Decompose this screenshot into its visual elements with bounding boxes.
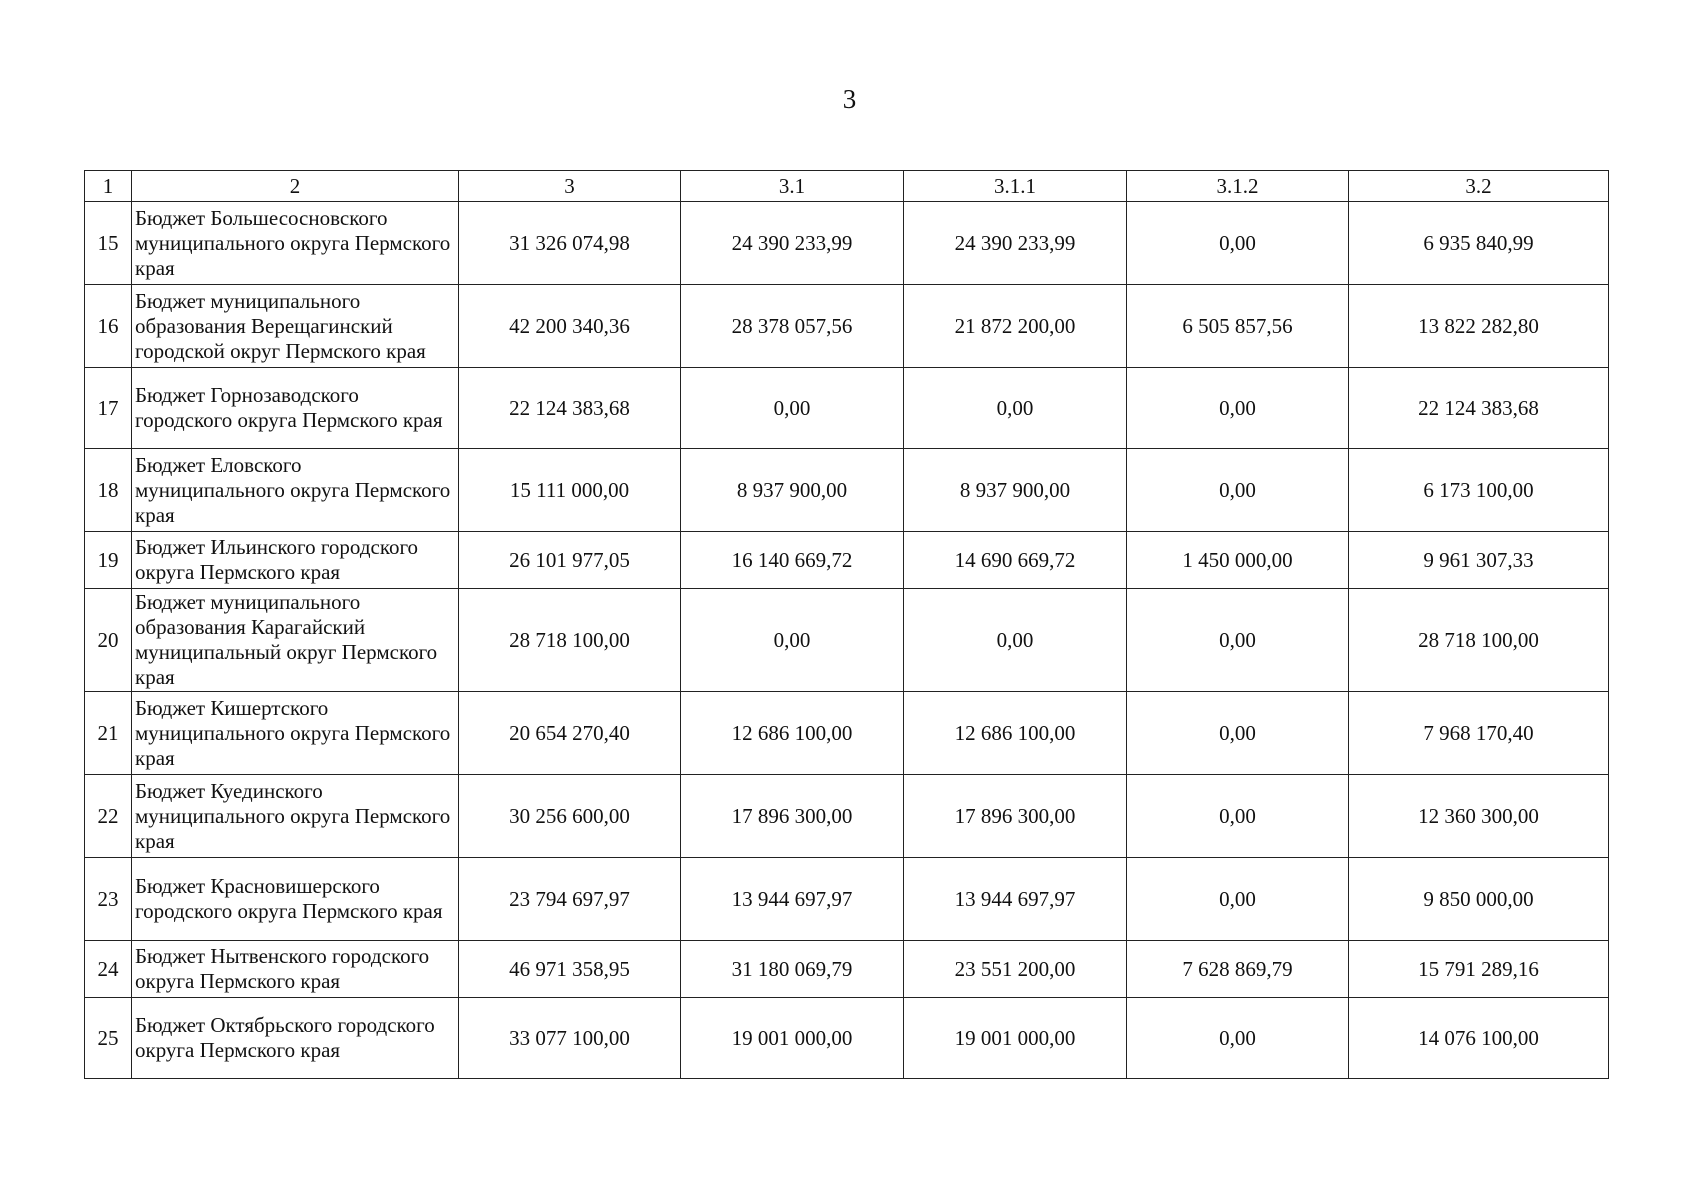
row-number: 18 (85, 449, 132, 532)
table-row (85, 858, 1609, 941)
cell-col-3-1-1: 0,00 (904, 368, 1127, 449)
row-number: 24 (85, 941, 132, 998)
cell-col-3-1-1: 19 001 000,00 (904, 998, 1127, 1079)
table-row (85, 449, 1609, 532)
cell-col-3-1: 19 001 000,00 (681, 998, 904, 1079)
cell-col-3-2: 15 791 289,16 (1349, 941, 1609, 998)
column-header: 2 (132, 171, 459, 202)
cell-col-3: 33 077 100,00 (459, 998, 681, 1079)
column-header: 3.2 (1349, 171, 1609, 202)
row-number: 25 (85, 998, 132, 1079)
column-header: 3.1.1 (904, 171, 1127, 202)
budget-name: Бюджет Еловского муниципального округа Пермского края (132, 449, 459, 532)
cell-col-3-1-2: 0,00 (1127, 449, 1349, 532)
cell-col-3-1-2: 1 450 000,00 (1127, 532, 1349, 589)
cell-col-3-1-1: 13 944 697,97 (904, 858, 1127, 941)
column-header: 1 (85, 171, 132, 202)
budget-name: Бюджет Большесосновского муниципального округа Пермского края (132, 202, 459, 285)
budget-name: Бюджет Нытвенского городского округа Пермского края (132, 941, 459, 998)
cell-col-3-1: 17 896 300,00 (681, 775, 904, 858)
cell-col-3: 46 971 358,95 (459, 941, 681, 998)
cell-col-3-1: 8 937 900,00 (681, 449, 904, 532)
cell-col-3-1-2: 0,00 (1127, 998, 1349, 1079)
cell-col-3-1-1: 0,00 (904, 589, 1127, 692)
cell-col-3-1-1: 24 390 233,99 (904, 202, 1127, 285)
cell-col-3-2: 6 173 100,00 (1349, 449, 1609, 532)
cell-col-3-1: 12 686 100,00 (681, 692, 904, 775)
cell-col-3-2: 12 360 300,00 (1349, 775, 1609, 858)
cell-col-3-1-2: 0,00 (1127, 368, 1349, 449)
table-row (85, 775, 1609, 858)
budget-table (84, 170, 1609, 1079)
cell-col-3-1-2: 0,00 (1127, 775, 1349, 858)
row-number: 21 (85, 692, 132, 775)
budget-name: Бюджет Куединского муниципального округа Пермского края (132, 775, 459, 858)
table-header (85, 171, 1609, 202)
table-row (85, 941, 1609, 998)
row-number: 22 (85, 775, 132, 858)
budget-name: Бюджет Горнозаводского городского округа Пермского края (132, 368, 459, 449)
cell-col-3: 15 111 000,00 (459, 449, 681, 532)
cell-col-3-2: 28 718 100,00 (1349, 589, 1609, 692)
table-row (85, 532, 1609, 589)
cell-col-3-1-2: 0,00 (1127, 858, 1349, 941)
cell-col-3: 42 200 340,36 (459, 285, 681, 368)
budget-name: Бюджет Красновишерского городского округа Пермского края (132, 858, 459, 941)
table-row (85, 589, 1609, 692)
cell-col-3: 28 718 100,00 (459, 589, 681, 692)
cell-col-3-2: 9 961 307,33 (1349, 532, 1609, 589)
cell-col-3-2: 22 124 383,68 (1349, 368, 1609, 449)
page-number: 3 (842, 84, 857, 114)
table-body (85, 202, 1609, 1079)
row-number: 17 (85, 368, 132, 449)
cell-col-3-1: 24 390 233,99 (681, 202, 904, 285)
budget-name: Бюджет Ильинского городского округа Пермского края (132, 532, 459, 589)
cell-col-3-1-1: 23 551 200,00 (904, 941, 1127, 998)
cell-col-3-1-1: 12 686 100,00 (904, 692, 1127, 775)
cell-col-3: 23 794 697,97 (459, 858, 681, 941)
cell-col-3-1-2: 0,00 (1127, 589, 1349, 692)
column-header: 3 (459, 171, 681, 202)
budget-name: Бюджет муниципального образования Верещагинский городской округ Пермского края (132, 285, 459, 368)
table-row (85, 368, 1609, 449)
cell-col-3-1-1: 21 872 200,00 (904, 285, 1127, 368)
cell-col-3-1-2: 0,00 (1127, 202, 1349, 285)
column-header: 3.1 (681, 171, 904, 202)
row-number: 15 (85, 202, 132, 285)
row-number: 23 (85, 858, 132, 941)
cell-col-3-1: 0,00 (681, 589, 904, 692)
cell-col-3-1-1: 14 690 669,72 (904, 532, 1127, 589)
cell-col-3-2: 13 822 282,80 (1349, 285, 1609, 368)
budget-name: Бюджет муниципального образования Карагайский муниципальный округ Пермского края (132, 589, 459, 692)
cell-col-3-2: 9 850 000,00 (1349, 858, 1609, 941)
column-header: 3.1.2 (1127, 171, 1349, 202)
cell-col-3: 26 101 977,05 (459, 532, 681, 589)
cell-col-3-2: 6 935 840,99 (1349, 202, 1609, 285)
header-row (85, 171, 1609, 202)
cell-col-3-2: 14 076 100,00 (1349, 998, 1609, 1079)
cell-col-3-1-1: 8 937 900,00 (904, 449, 1127, 532)
cell-col-3-1: 28 378 057,56 (681, 285, 904, 368)
cell-col-3-1: 0,00 (681, 368, 904, 449)
row-number: 20 (85, 589, 132, 692)
table-row (85, 998, 1609, 1079)
cell-col-3-1: 16 140 669,72 (681, 532, 904, 589)
cell-col-3: 30 256 600,00 (459, 775, 681, 858)
cell-col-3: 31 326 074,98 (459, 202, 681, 285)
cell-col-3-1-2: 7 628 869,79 (1127, 941, 1349, 998)
budget-name: Бюджет Октябрьского городского округа Пермского края (132, 998, 459, 1079)
cell-col-3: 22 124 383,68 (459, 368, 681, 449)
row-number: 19 (85, 532, 132, 589)
table-row (85, 202, 1609, 285)
cell-col-3-2: 7 968 170,40 (1349, 692, 1609, 775)
table-row (85, 692, 1609, 775)
budget-name: Бюджет Кишертского муниципального округа Пермского края (132, 692, 459, 775)
cell-col-3-1-1: 17 896 300,00 (904, 775, 1127, 858)
cell-col-3: 20 654 270,40 (459, 692, 681, 775)
cell-col-3-1: 31 180 069,79 (681, 941, 904, 998)
table-row (85, 285, 1609, 368)
row-number: 16 (85, 285, 132, 368)
cell-col-3-1-2: 0,00 (1127, 692, 1349, 775)
cell-col-3-1: 13 944 697,97 (681, 858, 904, 941)
cell-col-3-1-2: 6 505 857,56 (1127, 285, 1349, 368)
